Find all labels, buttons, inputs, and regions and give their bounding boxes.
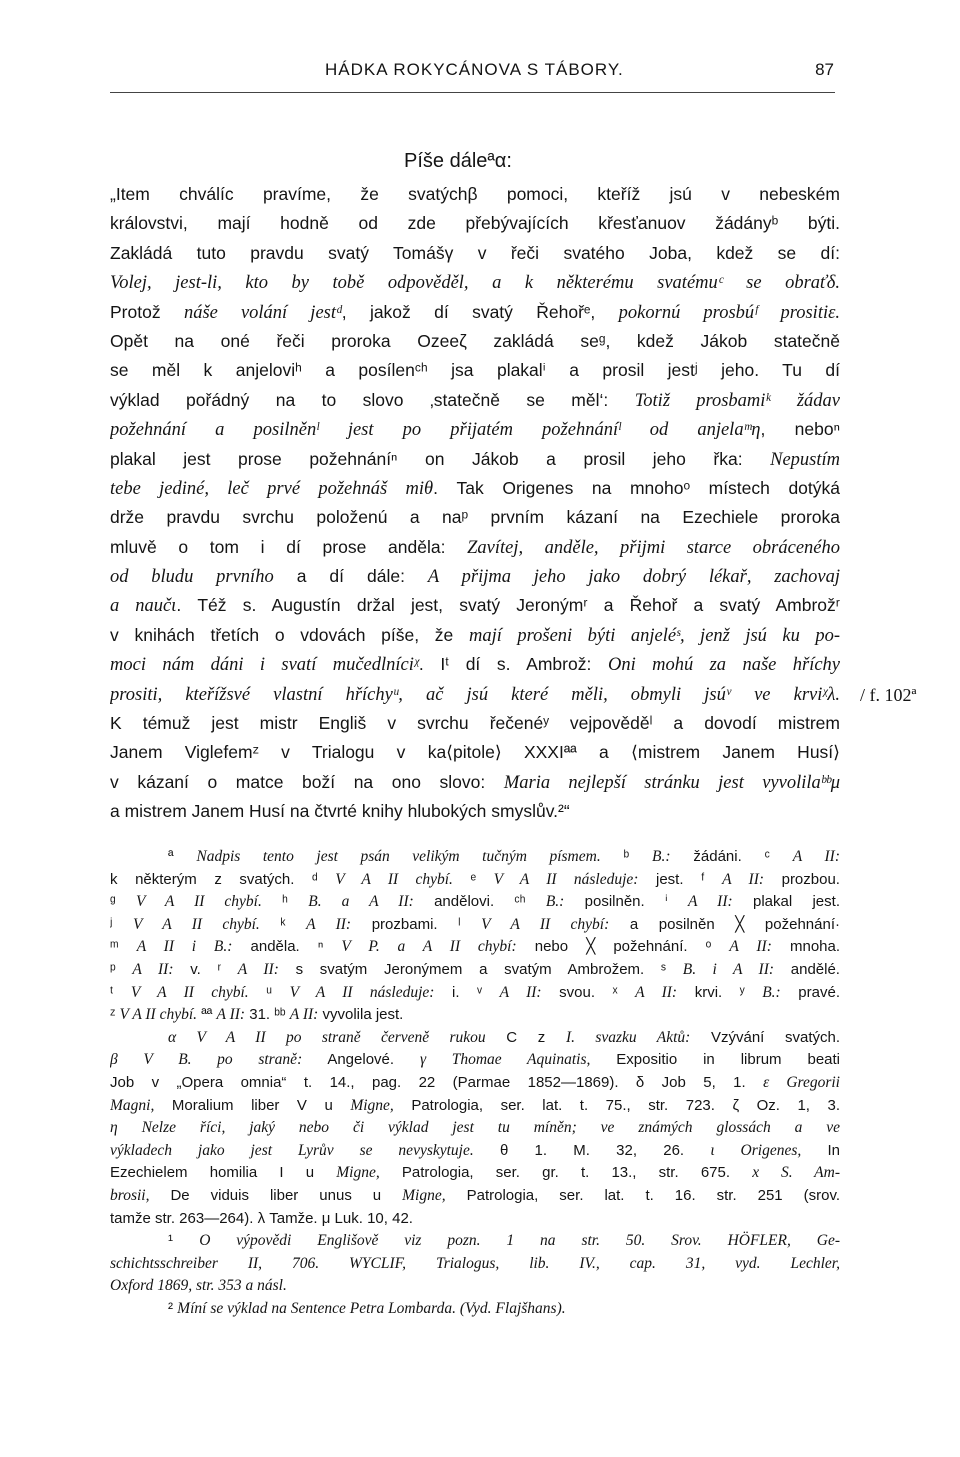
footnote-line	[110, 1185, 840, 1208]
italic-text: od bludu prvního	[110, 567, 274, 588]
body-line	[110, 591, 840, 620]
italic-text: A II:	[499, 983, 542, 1001]
body-line	[110, 503, 840, 532]
text: anděla. ⁿ	[232, 938, 342, 956]
italic-text: Migne,	[402, 1186, 446, 1204]
italic-text: A II:	[722, 870, 765, 888]
italic-text: Totiž prosbamiᵏ žádav	[634, 390, 840, 411]
italic-text: B. a A II:	[308, 893, 414, 911]
text: ¹	[168, 1232, 200, 1250]
italic-text: B.:	[545, 893, 565, 911]
text: ᵐ	[110, 938, 137, 956]
text: θ 1. M. 32, 26.	[473, 1141, 711, 1159]
italic-text: Nepustím	[770, 449, 840, 470]
text: Angelové.	[302, 1051, 420, 1069]
text: se měl k anjeloviʰ a posílenᶜʰ jsa plakalⁱ a prosil jestʲ jeho. Tu dí	[110, 360, 840, 381]
margin-folio-note: / f. 102ª	[860, 685, 917, 705]
body-line	[110, 650, 840, 679]
italic-text: ε Gregorii	[763, 1073, 840, 1091]
italic-text: A II:	[132, 960, 174, 978]
body-line	[110, 738, 840, 767]
italic-text: brosii,	[110, 1186, 150, 1204]
italic-text: V A II chybí.	[135, 893, 262, 911]
text: pravé.	[780, 983, 840, 1001]
text: prozbou.	[764, 870, 840, 888]
text: Vzývání svatých.	[690, 1028, 840, 1046]
italic-text: Migne,	[350, 1096, 394, 1114]
text: andělovi. ᶜʰ	[413, 893, 546, 911]
italic-text: Maria nejlepší stránku jest vyvolilaᵇᵇμ	[503, 772, 840, 793]
italic-text: ι Origenes,	[710, 1141, 802, 1159]
text: Job v „Opera omnia“ t. 14., pag. 22 (Parmae 1852—1869). δ Job 5, 1.	[110, 1073, 764, 1091]
body-line	[110, 180, 840, 209]
text: plakal jest prose požehnáníⁿ on Jákob a prosil jeho řka:	[110, 448, 771, 469]
italic-text: A II:	[237, 960, 279, 978]
text: plakal jest.	[732, 893, 840, 911]
italic-text: x S. Am-	[752, 1164, 840, 1182]
italic-text: Míní se výklad na Sentence Petra Lombarda. (Vyd. Flajšhans).	[177, 1299, 566, 1317]
footnote-line	[110, 914, 840, 937]
italic-text: Magni,	[110, 1096, 155, 1114]
text: Zakládá tuto pravdu svatý Tomášγ v řeči svatého Joba, kdež se dí:	[110, 242, 840, 263]
italic-text: Oni mohú za naše hříchy	[607, 655, 840, 676]
body-line	[110, 239, 840, 268]
text: ᵍ	[110, 893, 136, 911]
text: vyvolila jest.	[318, 1006, 404, 1024]
italic-text: výkladech jako jest Lyrův se nevyskytuje.	[110, 1141, 474, 1159]
body-text	[110, 180, 840, 827]
italic-text: V A II následuje:	[289, 983, 435, 1001]
italic-text: A II:	[306, 915, 352, 933]
text: ᵏ	[259, 915, 307, 933]
footnote-line	[110, 959, 840, 982]
text: ªª	[197, 1006, 217, 1024]
text: 31. ᵇᵇ	[245, 1006, 290, 1024]
text: Ezechielem homilia I u	[110, 1164, 337, 1182]
body-line	[110, 621, 840, 650]
text: i. ᵛ	[434, 983, 500, 1001]
body-line	[110, 356, 840, 385]
italic-text: A II:	[289, 1006, 319, 1024]
text: žádáni. ᶜ	[670, 848, 793, 865]
text: De viduis liber unus u	[149, 1186, 403, 1204]
body-line	[110, 445, 840, 474]
header-rule	[110, 92, 835, 93]
text: s svatým Jeronýmem a svatým Ambrožem. ˢ	[278, 960, 683, 978]
page-number: 87	[815, 60, 834, 79]
text: Protož	[110, 301, 184, 322]
body-line	[110, 474, 840, 503]
text: k některým z svatých. ᵈ	[110, 870, 336, 888]
text: nebo ╳ požehnání. ᵒ	[516, 938, 730, 956]
text: v kázaní o matce boží na ono slovo:	[110, 771, 504, 792]
body-line	[110, 768, 840, 797]
italic-text: V A II chybí.	[130, 983, 249, 1001]
text: andělé.	[774, 960, 840, 978]
italic-text: požehnání a posilněnˡ jest po přijatém požehnáníˡ od anjelaᵐη	[110, 420, 761, 441]
italic-text: Zavítej, anděle, přijmi starce obráceného	[467, 537, 840, 558]
italic-text: Oxford 1869, str. 353 a násl.	[110, 1277, 287, 1295]
italic-text: O výpovědi Englišově viz pozn. 1 na str. 50. Srov. HÖFLER, Ge-	[199, 1232, 840, 1250]
footnote-line	[110, 1275, 840, 1298]
text: v. ʳ	[173, 960, 238, 978]
footnote-line	[110, 1208, 840, 1231]
text: ᵗ	[110, 983, 131, 1001]
italic-text: A II:	[792, 848, 840, 865]
text: tamže str. 263—264). λ Tamže. μ Luk. 10, 42.	[110, 1209, 413, 1227]
page-header	[110, 60, 840, 84]
italic-text: A II:	[216, 1006, 246, 1024]
text: . Tak Origenes na mnohoᵒ místech dotýká	[433, 477, 840, 498]
text: drže pravdu svrchu položenú a naᵖ prvním kázaní na Ezechiele proroka	[110, 507, 840, 528]
italic-text: A II:	[635, 983, 678, 1001]
footnote-line	[110, 1162, 840, 1185]
italic-text: α V A II po straně červeně rukou	[168, 1028, 486, 1046]
text: . Iᵗ dí s. Ambrož:	[418, 654, 608, 675]
text: ᵇ	[600, 848, 653, 865]
text: . Též s. Augustín držal jest, svatý Jeronýmʳ a Řehoř a svatý Ambrožʳ	[176, 595, 840, 616]
text: posilněn. ⁱ	[564, 893, 688, 911]
footnote-line	[110, 1298, 840, 1321]
section-heading: Píše dáleªα:	[404, 150, 512, 172]
text: a dí dále:	[273, 566, 428, 587]
text: mluvě o tom i dí prose anděla:	[110, 536, 468, 557]
body-line	[110, 386, 840, 415]
text: K témuž jest mistr Engliš v svrchu řečenéʸ vejpověděˡ a dovodí mistrem	[110, 713, 840, 734]
body-line	[110, 533, 840, 562]
text: In	[801, 1141, 840, 1159]
italic-text: A II i B.:	[136, 938, 233, 956]
text: ª	[168, 848, 197, 865]
italic-text: B.:	[652, 848, 671, 865]
text: „Item chválíc pravíme, že svatýchβ pomoci, kteříž jsú v nebeském	[110, 184, 840, 204]
text: Expositio in librum beati	[590, 1051, 840, 1069]
italic-text: schichtsschreiber II, 706. WYCLIF, Trialogus, lib. IV., cap. 31, vyd. Lechler,	[110, 1254, 840, 1272]
body-line	[110, 797, 840, 826]
footnote-line	[110, 1230, 840, 1253]
text: C z	[485, 1028, 566, 1046]
footnote-line	[110, 1095, 840, 1118]
footnote-line	[110, 1004, 840, 1027]
footnote-line	[110, 869, 840, 892]
footnote-line	[110, 1049, 840, 1072]
body-line	[110, 680, 840, 709]
italic-text: prositi, kteřížsvé vlastní hříchyᵘ, ač jsú které měli, obmyli jsúᵛ ve krviᵡλ.	[110, 684, 840, 705]
text: a mistrem Janem Husí na čtvrté knihy hlubokých smyslův.²“	[110, 801, 570, 822]
italic-text: γ Thomae Aquinatis,	[420, 1051, 591, 1069]
body-line	[110, 562, 840, 591]
italic-text: náše volání jestᵈ	[183, 302, 342, 323]
body-line	[110, 268, 840, 297]
text: ᵘ	[248, 983, 290, 1001]
italic-text: V A II chybí:	[481, 915, 610, 933]
text: prozbami. ˡ	[351, 915, 482, 933]
text: svou. ˣ	[541, 983, 636, 1001]
text: , neboⁿ	[760, 419, 840, 440]
text: výklad pořádný na to slovo ‚statečně se měl‘:	[110, 389, 635, 410]
italic-text: I. svazku Aktů:	[565, 1028, 691, 1046]
footnote-line	[110, 846, 840, 869]
italic-text: V A II následuje:	[493, 870, 639, 888]
footnote-line	[110, 936, 840, 959]
footnote-line	[110, 891, 840, 914]
italic-text: pokornú prosbúᶠ prositiε.	[618, 302, 840, 323]
italic-text: V A II chybí.	[119, 1006, 198, 1024]
text: Janem Viglefemᶻ v Trialogu v ka⟨pitole⟩ XXXIªª a ⟨mistrem Janem Husí⟩	[110, 742, 840, 763]
footnote-line	[110, 1253, 840, 1276]
italic-text: Volej, jest-li, kto by tobě odpověděl, a k některému svatémuᶜ se obraťδ.	[110, 273, 840, 294]
italic-text: A II:	[729, 938, 772, 956]
footnote-line	[110, 1117, 840, 1140]
text: ʰ	[261, 893, 309, 911]
italic-text: a naučι	[110, 596, 177, 617]
text: , jakož dí svatý Řehořᵉ,	[341, 301, 619, 322]
text: ²	[168, 1299, 178, 1317]
text: Opět na oné řeči proroka Ozeeζ zakládá seᵍ, kdež Jákob statečně	[110, 330, 840, 351]
body-line	[110, 415, 840, 444]
italic-text: A přijma jeho jako dobrý lékař, zachovaj	[427, 567, 840, 588]
footnote-line	[110, 1140, 840, 1163]
text: krvi. ʸ	[677, 983, 763, 1001]
text: Patrologia, ser. lat. t. 75., str. 723. ζ Oz. 1, 3.	[393, 1096, 840, 1114]
text: a posilněn ╳ požehnání·	[609, 915, 840, 933]
text: ᵖ	[110, 960, 133, 978]
italic-text: β V B. po straně:	[110, 1051, 303, 1069]
italic-text: B.:	[762, 983, 781, 1001]
text: ʲ	[110, 915, 133, 933]
text: mnoha.	[771, 938, 840, 956]
italic-text: moci nám dáni i svatí mučedlníciᵡ	[110, 655, 419, 676]
italic-text: Migne,	[336, 1164, 380, 1182]
body-line	[110, 298, 840, 327]
italic-text: η Nelze říci, jaký nebo či výklad jest tu míněn; ve známých glossách a ve	[110, 1119, 840, 1137]
body-line	[110, 327, 840, 356]
text: ᶻ	[110, 1006, 120, 1024]
italic-text: V P. a A II chybí:	[341, 938, 517, 956]
text: ᵉ	[452, 870, 494, 888]
body-line	[110, 209, 840, 238]
text: Patrologia, ser. lat. t. 16. str. 251 (srov.	[445, 1186, 840, 1204]
italic-text: V A II chybí.	[335, 870, 453, 888]
footnote-line	[110, 1027, 840, 1050]
italic-text: tebe jediné, leč prvé požehnáš miθ	[110, 478, 434, 499]
italic-text: V A II chybí.	[133, 915, 260, 933]
footnotes	[110, 846, 840, 1320]
body-line	[110, 709, 840, 738]
italic-text: Nadpis tento jest psán velikým tučným písmem.	[196, 848, 601, 865]
italic-text: mají prošeni býti anjeléˢ, jenž jsú ku po-	[469, 625, 840, 646]
text: královstvi, mají hodně od zde přebývajících křesťanuov žádányᵇ býti.	[110, 213, 840, 234]
footnote-line	[110, 1072, 840, 1095]
text: Patrologia, ser. gr. t. 13., str. 675.	[379, 1164, 753, 1182]
italic-text: B. i A II:	[682, 960, 775, 978]
text: Moralium liber V u	[154, 1096, 351, 1114]
footnote-line	[110, 982, 840, 1005]
text: jest. ᶠ	[638, 870, 723, 888]
italic-text: A II:	[687, 893, 733, 911]
text: v knihách třetích o vdovách píše, že	[110, 624, 469, 645]
running-head: HÁDKA ROKYCÁNOVA S TÁBORY.	[325, 60, 624, 79]
